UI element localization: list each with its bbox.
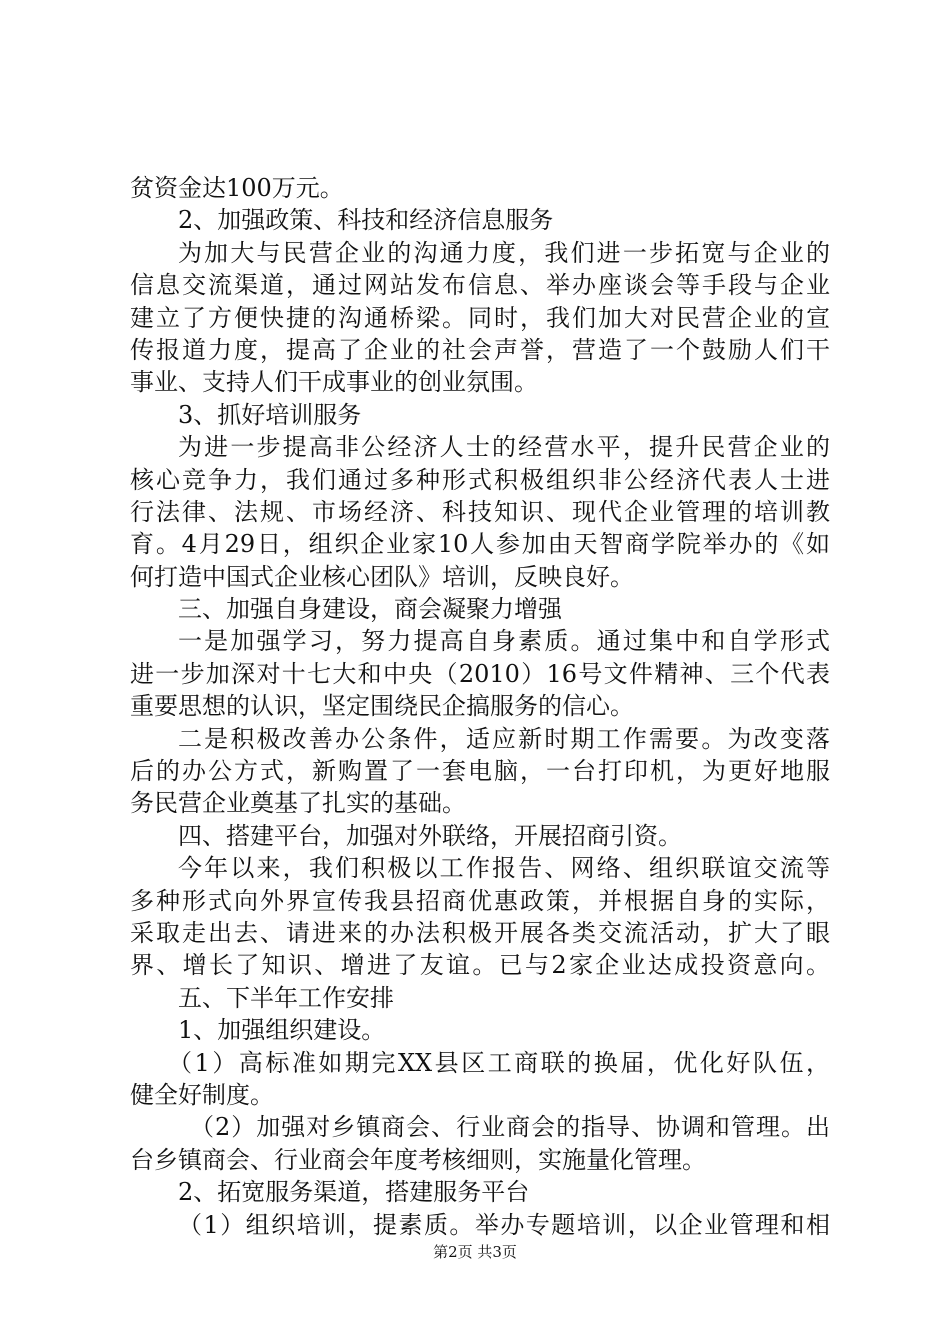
paragraph-line: 事业、支持人们干成事业的创业氛围。: [130, 368, 538, 397]
section-heading: 2、拓宽服务渠道，搭建服务平台: [178, 1178, 530, 1207]
section-heading: 五、下半年工作安排: [178, 983, 394, 1012]
paragraph-line: 育。4月29日，组织企业家10人参加由天智商学院举办的《如: [130, 530, 830, 559]
paragraph-line: 今年以来，我们积极以工作报告、网络、组织联谊交流等: [178, 854, 830, 883]
paragraph-line: 重要思想的认识，坚定围绕民企搞服务的信心。: [130, 692, 634, 721]
section-heading: 1、加强组织建设。: [178, 1016, 386, 1045]
paragraph-line: 一是加强学习，努力提高自身素质。通过集中和自学形式: [178, 627, 830, 656]
paragraph-line: 多种形式向外界宣传我县招商优惠政策，并根据自身的实际，: [130, 886, 830, 915]
page-number-footer: 第2页 共3页: [433, 1243, 517, 1261]
section-heading: 2、加强政策、科技和经济信息服务: [178, 206, 554, 235]
paragraph-line: 界、增长了知识、增进了友谊。已与2家企业达成投资意向。: [130, 951, 830, 980]
paragraph-line: 核心竞争力，我们通过多种形式积极组织非公经济代表人士进: [130, 465, 830, 494]
paragraph-line: 后的办公方式，新购置了一套电脑，一台打印机，为更好地服: [130, 757, 830, 786]
paragraph-line: （1）组织培训，提素质。举办专题培训，以企业管理和相: [178, 1210, 830, 1239]
document-body: [130, 172, 830, 1241]
paragraph-line: （1）高标准如期完XX县区工商联的换届，优化好队伍，: [168, 1048, 830, 1077]
paragraph-line: 务民营企业奠基了扎实的基础。: [130, 789, 466, 818]
paragraph-line: （2）加强对乡镇商会、行业商会的指导、协调和管理。出: [190, 1113, 830, 1142]
section-heading: 四、搭建平台，加强对外联络，开展招商引资。: [178, 821, 682, 850]
paragraph-line: 二是积极改善办公条件，适应新时期工作需要。为改变落: [178, 724, 830, 753]
paragraph-line: 建立了方便快捷的沟通桥梁。同时，我们加大对民营企业的宣: [130, 303, 830, 332]
paragraph-line: 何打造中国式企业核心团队》培训，反映良好。: [130, 562, 634, 591]
text-line: 贫资金达100万元。: [130, 174, 344, 202]
paragraph-line: 采取走出去、请进来的办法积极开展各类交流活动，扩大了眼: [130, 918, 830, 947]
paragraph-line: 为进一步提高非公经济人士的经营水平，提升民营企业的: [178, 433, 830, 462]
paragraph-line: 进一步加深对十七大和中央（2010）16号文件精神、三个代表: [130, 659, 830, 688]
paragraph-line: 行法律、法规、市场经济、科技知识、现代企业管理的培训教: [130, 497, 830, 526]
paragraph-line: 为加大与民营企业的沟通力度，我们进一步拓宽与企业的: [178, 238, 830, 267]
section-heading: 三、加强自身建设，商会凝聚力增强: [178, 595, 562, 624]
paragraph-line: 传报道力度，提高了企业的社会声誉，营造了一个鼓励人们干: [130, 335, 830, 364]
section-heading: 3、抓好培训服务: [178, 400, 362, 429]
paragraph-line: 健全好制度。: [130, 1080, 274, 1109]
paragraph-line: 信息交流渠道，通过网站发布信息、举办座谈会等手段与企业: [130, 271, 830, 300]
paragraph-line: 台乡镇商会、行业商会年度考核细则，实施量化管理。: [130, 1145, 706, 1174]
